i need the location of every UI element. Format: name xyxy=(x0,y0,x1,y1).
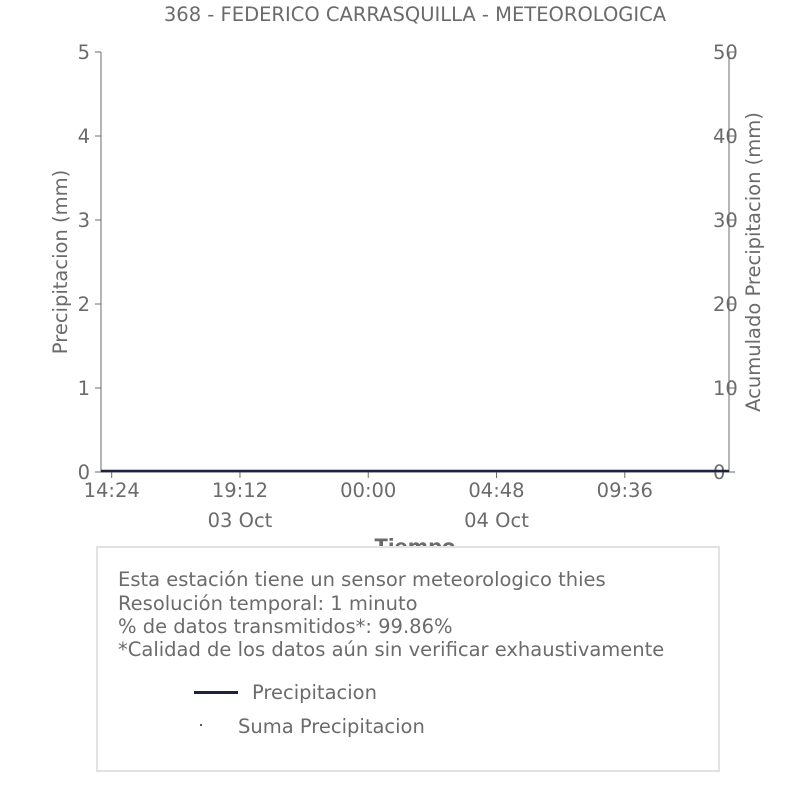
series-dot-suma xyxy=(127,470,129,472)
series-dot-suma xyxy=(486,470,488,472)
legend-label-suma: Suma Precipitacion xyxy=(238,715,425,738)
left-y-ticks xyxy=(78,41,101,484)
series-dot-suma xyxy=(217,470,219,472)
left-y-tick-label: 3 xyxy=(77,209,90,232)
series-layer xyxy=(101,470,729,472)
series-dot-suma xyxy=(575,470,577,472)
left-y-tick-label: 2 xyxy=(77,293,90,316)
left-y-tick-label: 4 xyxy=(77,125,90,148)
right-y-ticks xyxy=(713,41,738,484)
x-tick-label: 14:24 xyxy=(83,479,140,502)
legend-dot-swatch xyxy=(200,724,202,726)
x-date-label: 04 Oct xyxy=(464,509,529,532)
series-dot-suma xyxy=(306,470,308,472)
info-sensor: Esta estación tiene un sensor meteorologico thies xyxy=(118,568,606,591)
x-date-label: 03 Oct xyxy=(207,509,273,532)
right-y-tick-label: 40 xyxy=(713,125,738,148)
chart-title: 368 - FEDERICO CARRASQUILLA - METEOROLOGICA xyxy=(163,3,667,26)
right-y-tick-label: 30 xyxy=(713,209,738,232)
x-tick-label: 04:48 xyxy=(468,479,525,502)
legend-line-swatch xyxy=(194,691,238,694)
info-resolution: Resolución temporal: 1 minuto xyxy=(118,592,418,615)
right-y-tick-label: 20 xyxy=(713,293,738,316)
series-dot-suma xyxy=(396,470,398,472)
right-y-tick-label: 10 xyxy=(713,377,738,400)
x-ticks xyxy=(84,472,653,532)
x-tick-label: 09:36 xyxy=(596,479,653,502)
info-box xyxy=(96,546,720,772)
info-quality-note: *Calidad de los datos aún sin verificar exhaustivamente xyxy=(118,638,665,661)
right-y-tick-label: 50 xyxy=(713,41,738,64)
info-transmitted: % de datos transmitidos*: 99.86% xyxy=(118,615,453,638)
left-y-tick-label: 1 xyxy=(77,377,90,400)
legend-label-precipitacion: Precipitacion xyxy=(252,681,377,704)
left-y-tick-label: 0 xyxy=(77,461,90,484)
x-tick-label: 19:12 xyxy=(211,479,269,502)
left-y-tick-label: 5 xyxy=(77,41,90,64)
y-axis-label: Precipitacion (mm) xyxy=(49,169,72,355)
x-tick-label: 00:00 xyxy=(340,479,397,502)
y-axis-right-label: Acumulado Precipitacion (mm) xyxy=(742,112,765,412)
series-dot-suma xyxy=(665,470,667,472)
right-y-tick-label: 0 xyxy=(713,461,726,484)
